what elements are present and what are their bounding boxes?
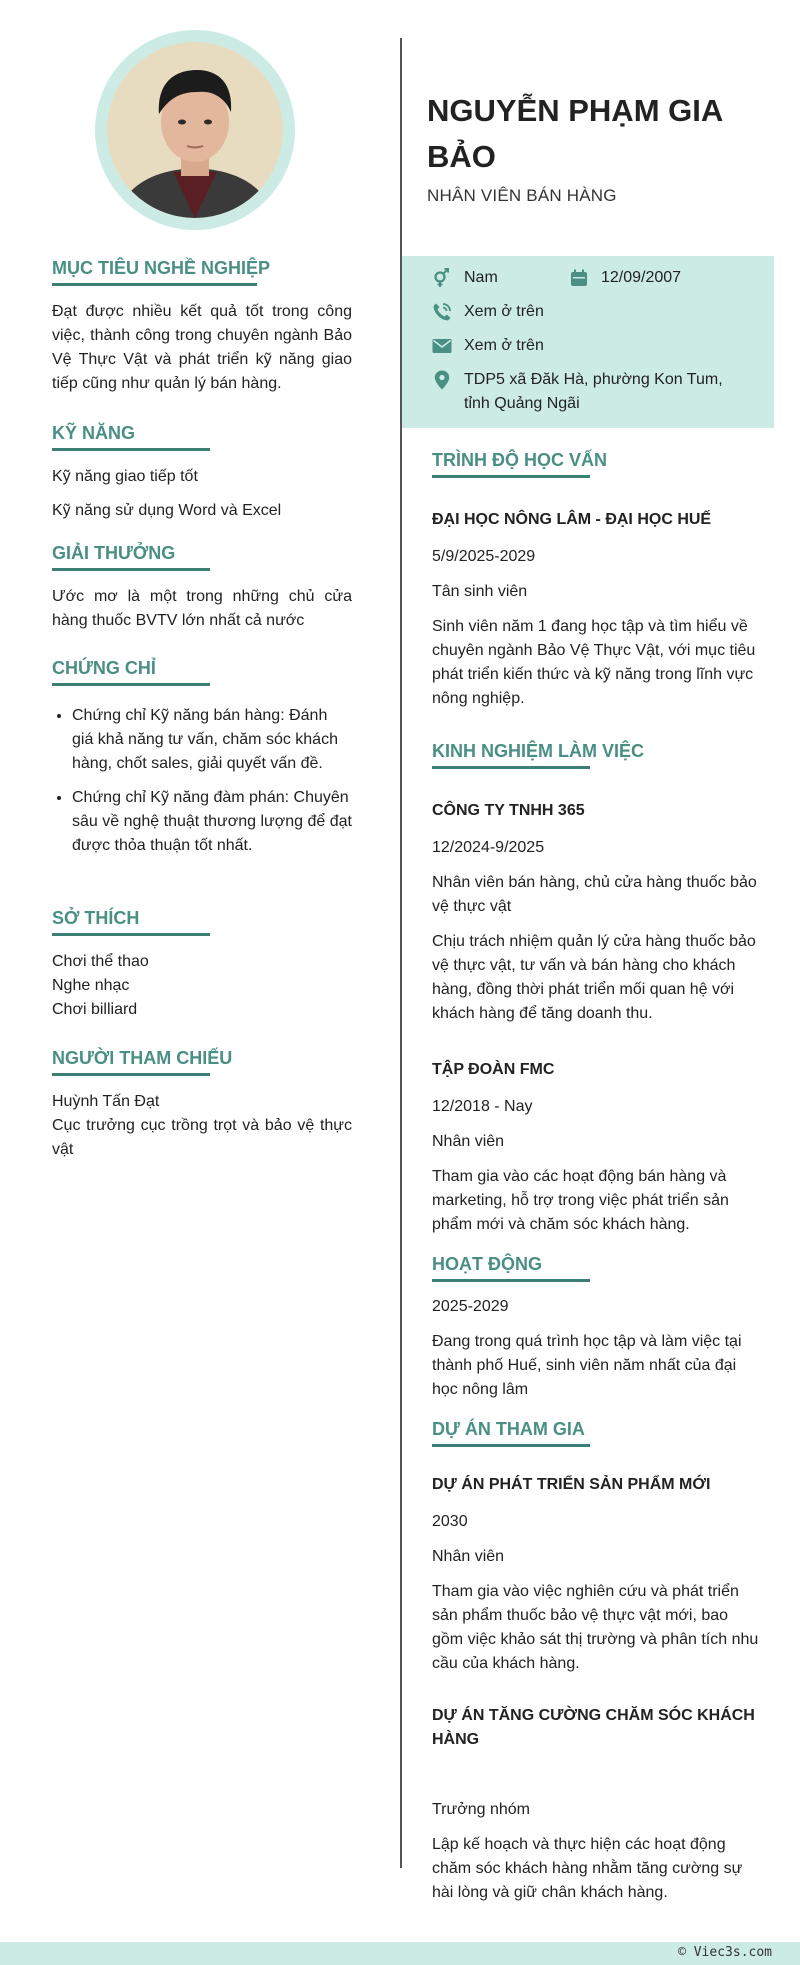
email-value: Xem ở trên <box>464 337 544 354</box>
education-desc: Sinh viên năm 1 đang học tập và tìm hiểu về chuyên ngành Bảo Vệ Thực Vật, với mục tiêu phát triển kiến thức và kỹ năng trong lĩnh vực nông nghiệp. <box>432 618 756 707</box>
project-role: Trưởng nhóm <box>432 1801 530 1818</box>
skills-title: KỸ NĂNG <box>52 423 210 451</box>
hobbies-section <box>52 908 352 1022</box>
job-company: TẬP ĐOÀN FMC <box>432 1061 555 1078</box>
hobby-item: Chơi thể thao <box>52 953 149 970</box>
hobby-item: Nghe nhạc <box>52 977 130 994</box>
birthdate-row <box>567 266 681 290</box>
phone-value: Xem ở trên <box>464 303 544 320</box>
contact-panel <box>402 256 774 428</box>
skill-item: Kỹ năng giao tiếp tốt <box>52 468 198 485</box>
education-title: TRÌNH ĐỘ HỌC VẤN <box>432 450 590 478</box>
address-row <box>430 368 740 416</box>
certificates-title: CHỨNG CHỈ <box>52 658 210 686</box>
footer-bar <box>0 1942 800 1965</box>
skill-item: Kỹ năng sử dụng Word và Excel <box>52 502 282 519</box>
job-title: NHÂN VIÊN BÁN HÀNG <box>427 186 617 205</box>
job-role: Nhân viên <box>432 1133 505 1150</box>
calendar-icon <box>567 266 591 290</box>
project-desc: Lập kế hoạch và thực hiện các hoạt động chăm sóc khách hàng nhằm tăng cường sự hài lòng và giữ chân khách hàng. <box>432 1836 743 1901</box>
education-period: 5/9/2025-2029 <box>432 548 536 565</box>
candidate-name: NGUYỄN PHẠM GIA BẢO <box>427 93 723 174</box>
education-school: ĐẠI HỌC NÔNG LÂM - ĐẠI HỌC HUẾ <box>432 511 712 528</box>
gender-row <box>430 266 498 290</box>
skills-section <box>52 423 352 523</box>
gender-value: Nam <box>464 269 498 286</box>
references-title: NGƯỜI THAM CHIẾU <box>52 1048 210 1076</box>
watermark: © Viec3s.com <box>678 1945 772 1960</box>
phone-icon <box>430 300 454 324</box>
job-period: 12/2024-9/2025 <box>432 839 545 856</box>
education-section <box>432 450 760 711</box>
awards-section <box>52 543 352 633</box>
avatar <box>107 42 283 218</box>
job-role: Nhân viên bán hàng, chủ cửa hàng thuốc bảo vệ thực vật <box>432 874 757 915</box>
job-period: 12/2018 - Nay <box>432 1098 533 1115</box>
avatar-frame <box>95 30 295 230</box>
objective-title: MỤC TIÊU NGHỀ NGHIỆP <box>52 258 257 286</box>
hobbies-title: SỞ THÍCH <box>52 908 210 936</box>
profile-photo <box>107 42 283 218</box>
projects-section <box>432 1419 760 1905</box>
objective-text: Đạt được nhiều kết quả tốt trong công việc, thành công trong chuyên ngành Bảo Vệ Thực Vật và phát triển kỹ năng giao tiếp cũng như quản lý bán hàng. <box>52 303 352 392</box>
location-pin-icon <box>430 368 454 392</box>
education-role: Tân sinh viên <box>432 583 528 600</box>
email-icon <box>430 334 454 358</box>
experience-title: KINH NGHIỆM LÀM VIỆC <box>432 741 590 769</box>
birthdate-value: 12/09/2007 <box>601 269 682 286</box>
certificate-item: • Chứng chỉ Kỹ năng bán hàng: Đánh giá khả năng tư vấn, chăm sóc khách hàng, chốt sales, giải quyết vấn đề. <box>72 704 352 776</box>
job-desc: Tham gia vào các hoạt động bán hàng và marketing, hỗ trợ trong việc phát triển sản phẩm mới và chăm sóc khách hàng. <box>432 1168 729 1233</box>
certificates-section <box>52 658 352 868</box>
job-desc: Chịu trách nhiệm quản lý cửa hàng thuốc bảo vệ thực vật, tư vấn và bán hàng cho khách hàng, đồng thời phát triển mối quan hệ với khách hàng để tăng doanh thu. <box>432 933 756 1022</box>
email-row <box>430 334 544 358</box>
job-company: CÔNG TY TNHH 365 <box>432 802 585 819</box>
references-section <box>52 1048 352 1162</box>
project-period: 2030 <box>432 1513 468 1530</box>
project-name: DỰ ÁN PHÁT TRIỂN SẢN PHẨM MỚI <box>432 1476 711 1493</box>
address-value: TDP5 xã Đăk Hà, phường Kon Tum, tỉnh Quảng Ngãi <box>464 371 723 412</box>
reference-text: Cục trưởng cục trồng trọt và bảo vệ thực vật <box>52 1117 352 1158</box>
project-desc: Tham gia vào việc nghiên cứu và phát triển sản phẩm thuốc bảo vệ thực vật mới, bao gồm việc khảo sát thị trường và phân tích nhu cầu của khách hàng. <box>432 1583 759 1672</box>
awards-title: GIẢI THƯỞNG <box>52 543 210 571</box>
project-role: Nhân viên <box>432 1548 505 1565</box>
certificates-list <box>52 704 352 858</box>
activities-desc: Đang trong quá trình học tập và làm việc tại thành phố Huế, sinh viên năm nhất của đại học nông lâm <box>432 1333 742 1398</box>
activities-section <box>432 1254 760 1402</box>
gender-icon <box>430 266 454 290</box>
activities-period: 2025-2029 <box>432 1298 509 1315</box>
awards-text: Ước mơ là một trong những chủ cửa hàng thuốc BVTV lớn nhất cả nước <box>52 588 352 629</box>
objective-section <box>52 258 352 396</box>
phone-row <box>430 300 544 324</box>
reference-name: Huỳnh Tấn Đạt <box>52 1093 160 1110</box>
projects-title: DỰ ÁN THAM GIA <box>432 1419 590 1447</box>
hobby-item: Chơi billiard <box>52 1001 138 1018</box>
experience-section <box>432 741 760 1237</box>
project-name: DỰ ÁN TĂNG CƯỜNG CHĂM SÓC KHÁCH HÀNG <box>432 1707 755 1748</box>
certificate-item: • Chứng chỉ Kỹ năng đàm phán: Chuyên sâu về nghệ thuật thương lượng để đạt được thỏa thuận tốt nhất. <box>72 786 352 858</box>
activities-title: HOẠT ĐỘNG <box>432 1254 590 1282</box>
